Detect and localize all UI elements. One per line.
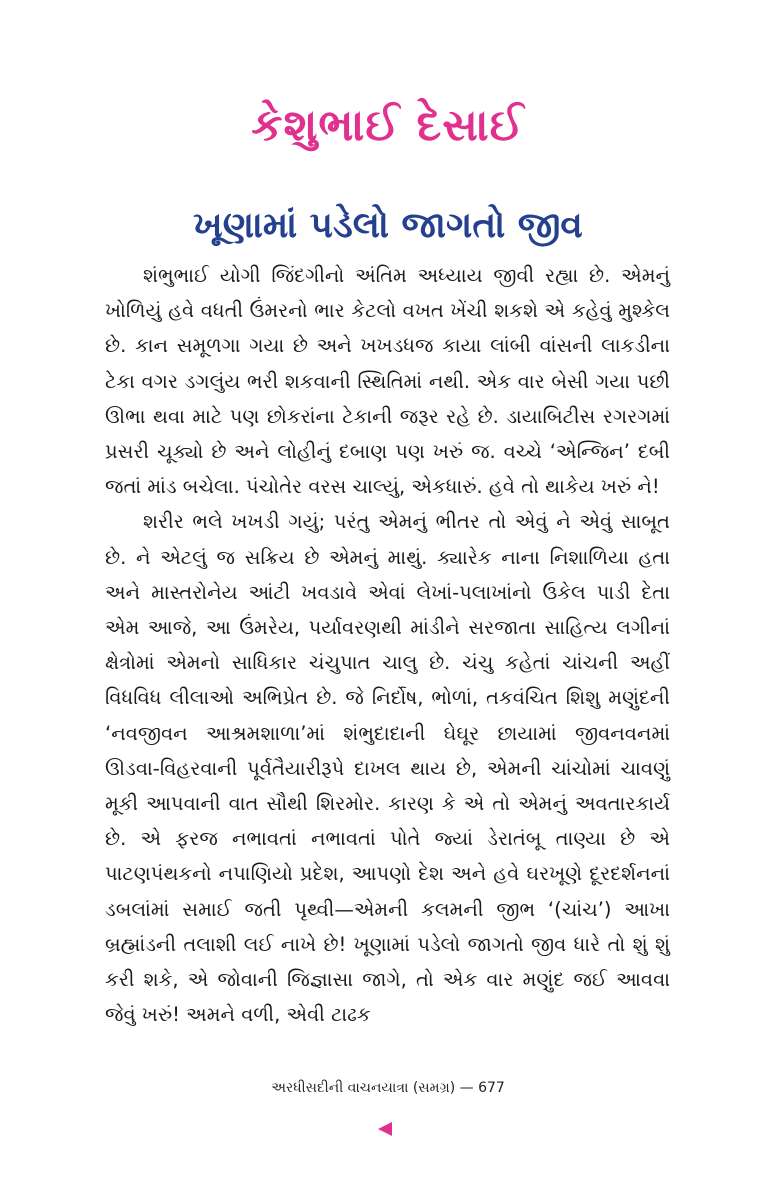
page-footer: અરધીસદીની વાચનયાત્રા (સમગ્ર) — 677 [271, 1080, 505, 1096]
paragraph: શરીર ભલે ખખડી ગયું; પરંતુ એમનું ભીતર તો એવું ને એવું સાબૂત છે. ને એટલું જ સક્રિય છે એમનું માથું. ક્યારેક નાના નિશાળિયા હતા અને માસ્તરોનેય આંટી ખવડાવે એવાં લેખાં-પલાખાંનો ઉકેલ પાડી દેતા એમ આજે, આ ઉંમરેય, પર્યાવરણથી માંડીને સરજાતા સાહિત્ય લગીનાં ક્ષેત્રોમાં એમનો સાધિકાર ચંચુપાત ચાલુ છે. ચંચુ કહેતાં ચાંચની અહીં વિધવિધ લીલાઓ અભિપ્રેત છે. જે નિર્દોષ, ભોળાં, તકવંચિત શિશુ મણુંદની ‘નવજીવન આશ્રમશાળા’માં શંભુદાદાની ઘેઘૂર છાયામાં જીવનવનમાં ઊડવા-વિહરવાની પૂર્વતૈયારીરૂપે દાખલ થાય છે, એમની ચાંચોમાં ચાવણું મૂકી આપવાની વાત સૌથી શિરમોર. કારણ કે એ તો એમનું અવતારકાર્ય છે. એ ફરજ નભાવતાં નભાવતાં પોતે જ્યાં ડેરાતંબૂ તાણ્યા છે એ પાટણપંથકનો નપાણિયો પ્રદેશ, આપણો દેશ અને હવે ઘરખૂણે દૂરદર્શનનાં ડબલાંમાં સમાઈ જતી પૃથ્વી—એમની કલમની જીભ ‘(ચાંચ’) આખા બ્રહ્માંડની તલાશી લઈ નાખે છે! ખૂણામાં પડેલો જાગતો જીવ ધારે તો શું શું કરી શકે, એ જોવાની જિજ્ઞાસા જાગે, તો એક વાર મણુંદ જઈ આવવા જેવું ખરું! અમને વળી, એવી ટાઢક [105, 510, 670, 1027]
author-name: કેશુભાઈ દેસાઈ [251, 100, 525, 151]
paragraph: શંભુભાઈ યોગી જિંદગીનો અંતિમ અધ્યાય જીવી રહ્યા છે. એમનું ખોળિયું હવે વધતી ઉંમરનો ભાર કેટલો વખત ખેંચી શકશે એ કહેવું મુશ્કેલ છે. કાન સમૂળગા ગયા છે અને ખખડધજ કાયા લાંબી વાંસની લાકડીના ટેકા વગર ડગલુંય ભરી શકવાની સ્થિતિમાં નથી. એક વાર બેસી ગયા પછી ઊભા થવા માટે પણ છોકરાંના ટેકાની જરૂર રહે છે. ડાયાબિટીસ રગરગમાં પ્રસરી ચૂક્યો છે અને લોહીનું દબાણ પણ ખરું જ. વચ્ચે ‘એન્જિન’ દબી જતાં માંડ બચેલા. પંચોતેર વરસ ચાલ્યું, એકધારું. હવે તો થાકેય ખરું ને! [105, 264, 670, 499]
article-title: ખૂણામાં પડેલો જાગતો જીવ [193, 205, 583, 246]
article-body [105, 258, 670, 1032]
previous-page-arrow-icon[interactable] [378, 1122, 392, 1136]
